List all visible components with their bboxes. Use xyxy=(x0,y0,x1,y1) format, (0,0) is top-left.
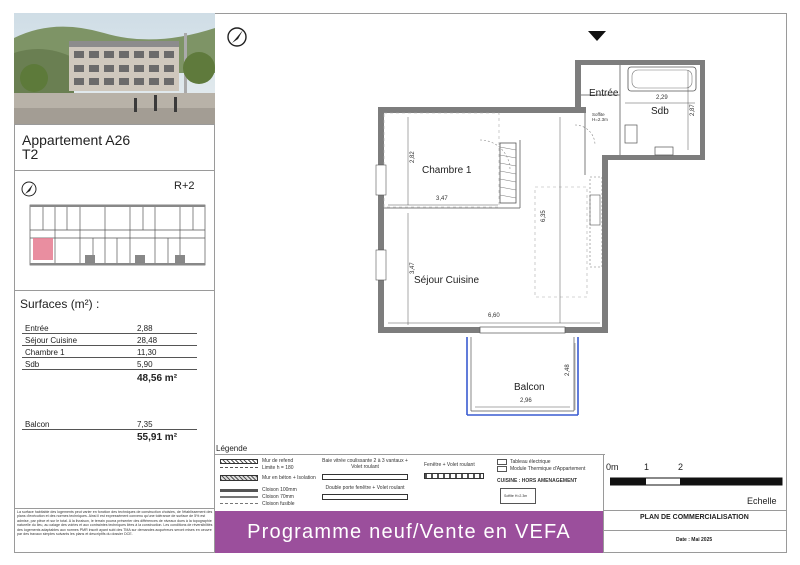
plan-label: PLAN DE COMMERCIALISATION xyxy=(640,514,749,521)
scale-bar xyxy=(610,476,784,488)
dim-width: 6,60 xyxy=(488,313,500,319)
surface-value: 28,48 xyxy=(137,336,158,345)
dim-chambre-height: 2,82 xyxy=(410,151,416,163)
legend-item: Mur de refend xyxy=(262,458,294,464)
north-arrow-icon xyxy=(225,25,249,49)
entrance-arrow-icon xyxy=(588,31,606,41)
scale-label-1: 1 xyxy=(644,462,650,472)
legend-divider xyxy=(215,454,605,455)
legend-item: Limite h = 180 xyxy=(262,465,294,471)
dim-balcon-depth: 2,48 xyxy=(565,364,571,376)
divider xyxy=(603,530,787,531)
legend-swatch xyxy=(322,474,408,480)
legend-item: Cloison 70mm xyxy=(262,494,294,500)
divider xyxy=(14,290,215,291)
legend-swatch xyxy=(220,475,258,481)
legend-swatch xyxy=(220,503,258,504)
surface-name: Sdb xyxy=(25,360,40,369)
scale-label-2: 2 xyxy=(678,462,684,472)
legend-item: CUISINE : HORS AMENAGEMENT xyxy=(497,478,578,484)
dim-sdb-width: 2,29 xyxy=(656,95,668,101)
room-label-sejour: Séjour Cuisine xyxy=(414,275,480,286)
legend-item: Double porte fenêtre + Volet roulant xyxy=(325,485,405,491)
surface-value: 7,35 xyxy=(137,420,153,429)
divider xyxy=(14,508,215,509)
legend-swatch xyxy=(220,459,258,464)
key-plan xyxy=(25,200,210,270)
legal-notice: La surface habitable des logements peut varier en fonction des techniques de construction choisies, de l'établissement des plans d'exécution et des normes techniques. Ainsi il est expressément convenu qu'une tolérance de surface de 5% est admise, par pièce et sur le total. A la livraison, le terrain pourra présenter des différences de niveaux dues à la topographie naturelle du lieu, au calage des voiries et aux contraintes techniques liées à la construction. Les conditions de réversibilités des logements adaptables aux normes PMR inscrit ayant subi des TMA sur demandes acquéreurs seront mises en oeuvre par des travaux simples suivants les plans et descriptifs du dossier DCE. xyxy=(17,510,213,537)
surface-row xyxy=(22,418,197,430)
legend-swatch xyxy=(497,466,507,472)
scale-caption: Echelle xyxy=(747,496,777,506)
legend-item: Baie vitrée coulissante 2 à 3 vantaux + Volet roulant xyxy=(322,458,408,470)
legend-item: Cloison fusible xyxy=(262,501,295,507)
legend-item: Tableau électrique xyxy=(510,459,551,465)
room-label-balcon: Balcon xyxy=(514,382,545,393)
surface-value: 5,90 xyxy=(137,360,153,369)
surfaces-title: Surfaces (m²) : xyxy=(20,297,100,311)
legend-item: Mur en béton + Isolation xyxy=(262,475,316,481)
surface-row xyxy=(22,346,197,358)
surface-name: Entrée xyxy=(25,324,49,333)
scale-label-0: 0m xyxy=(606,462,619,472)
soffite-label: Soffite H=2.3m xyxy=(592,112,608,122)
legend-item: Fenêtre + Volet roulant xyxy=(424,462,475,468)
room-label-sdb: Sdb xyxy=(651,106,669,117)
floor-label: R+2 xyxy=(174,180,195,192)
surface-name: Chambre 1 xyxy=(25,348,65,357)
surface-name: Balcon xyxy=(25,420,50,429)
legend-item: Cloison 100mm xyxy=(262,487,297,493)
surface-name: Séjour Cuisine xyxy=(25,336,78,345)
building-photo xyxy=(14,13,215,125)
surface-row xyxy=(22,322,197,334)
legend-title: Légende xyxy=(216,444,248,453)
plan-date: Date : Mai 2025 xyxy=(676,537,713,543)
divider xyxy=(14,170,215,171)
apartment-type: T2 xyxy=(22,146,39,162)
total-value: 55,91 m² xyxy=(137,432,178,443)
legend-swatch xyxy=(497,459,507,465)
dim-sejour-height: 3,47 xyxy=(410,262,416,274)
legend-swatch xyxy=(220,496,258,498)
legend-swatch xyxy=(220,467,258,468)
sales-banner: Programme neuf/Vente en VEFA xyxy=(215,511,603,553)
soffite-legend-label: Soffite H=2.3m xyxy=(504,494,528,498)
dim-depth: 6,35 xyxy=(541,210,547,222)
subtotal-value: 48,56 m² xyxy=(137,373,178,384)
surface-row xyxy=(22,358,197,370)
legend-swatch xyxy=(220,489,258,492)
apartment-title: Appartement A26 xyxy=(22,132,131,148)
room-label-entree: Entrée xyxy=(589,88,619,99)
surface-value: 2,88 xyxy=(137,324,153,333)
room-label-chambre: Chambre 1 xyxy=(422,165,472,176)
dim-balcon-width: 2,96 xyxy=(520,398,532,404)
surface-row xyxy=(22,334,197,346)
dim-chambre-width: 3,47 xyxy=(436,196,448,202)
compass-icon xyxy=(20,180,38,198)
legend-item: Module Thermique d'Appartement xyxy=(510,466,586,472)
legend-swatch xyxy=(424,473,484,479)
divider xyxy=(603,510,787,511)
surface-value: 11,30 xyxy=(137,348,157,357)
divider xyxy=(603,454,604,553)
dim-sdb-height: 2,87 xyxy=(690,104,696,116)
legend-swatch xyxy=(322,494,408,500)
